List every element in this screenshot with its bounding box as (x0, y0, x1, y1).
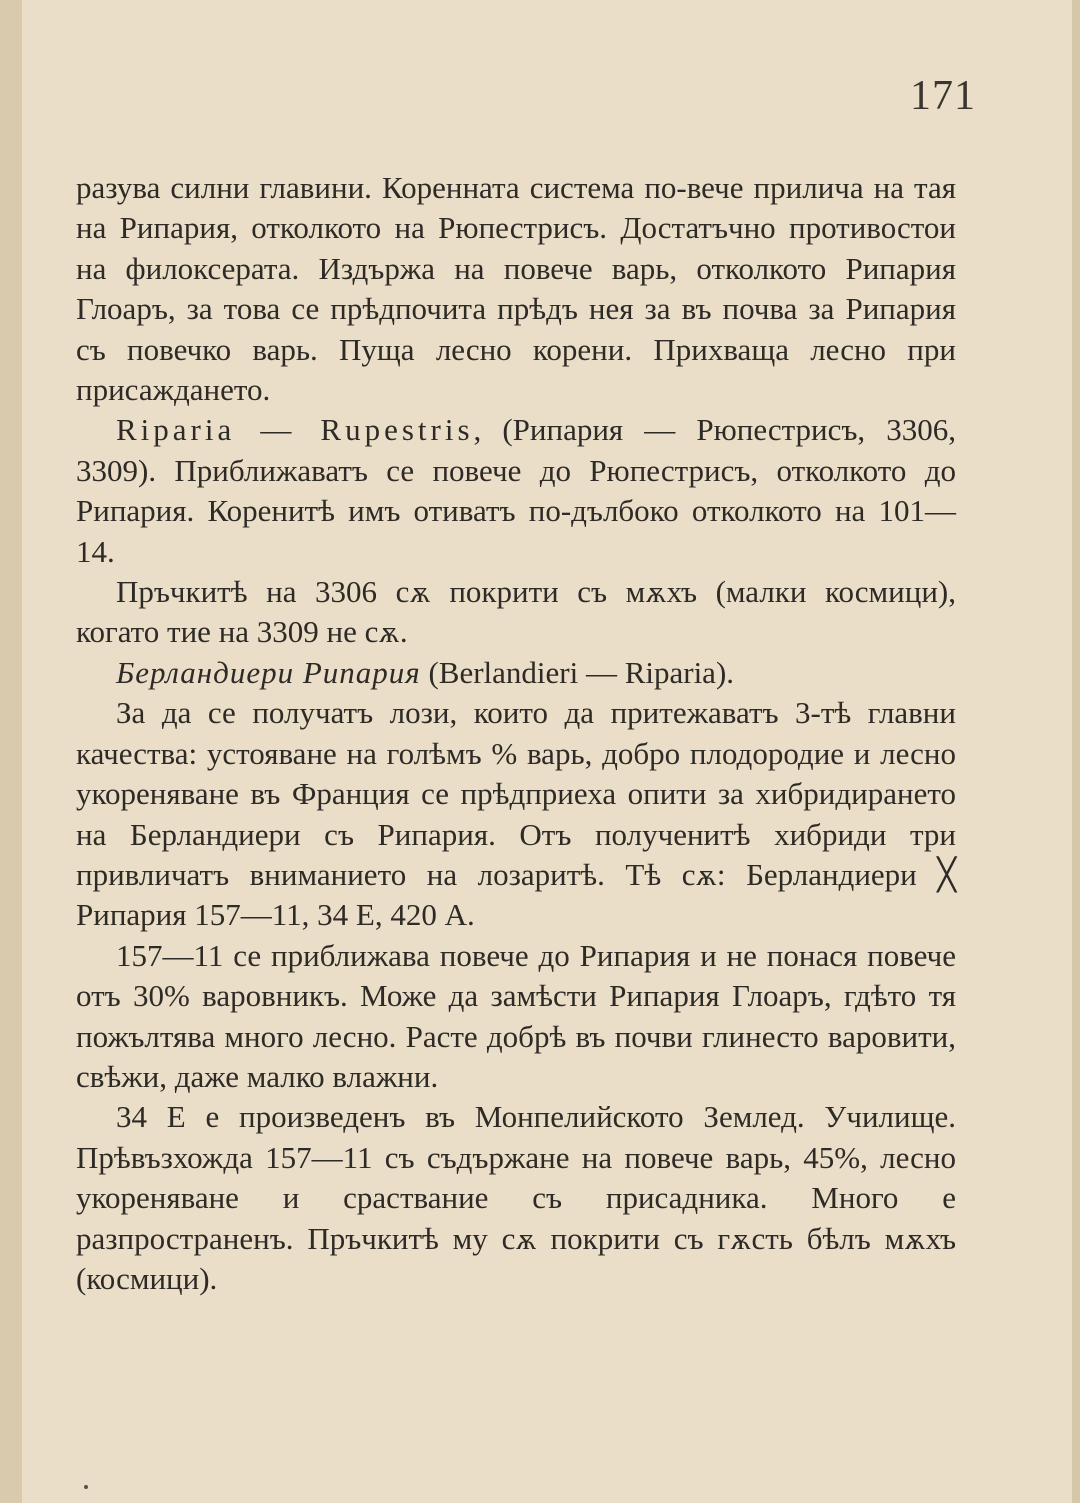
paragraph-6: 157—11 се приближава повече до Рипария и не понася повече отъ 30% варовникъ. Може да замѣсти Рипария Глоаръ, гдѣто тя пожълтява много лесно. Расте добрѣ въ почви глинесто варовити, свѣжи, даже малко влажни. (76, 937, 956, 1094)
paragraph-4-text: (Berlandieri — Riparia). (420, 654, 735, 690)
page-number: 171 (910, 73, 976, 119)
paragraph-2-text: , (Рипария — Рюпестрисъ, 3306, 3309). Приближаватъ се повече до Рюпестрисъ, отколкото до Рипария. Коренитѣ имъ отиватъ по-дълбоко отколкото на 101—14. (76, 412, 957, 569)
paragraph-7: 34 Е е произведенъ въ Монпелийското Землед. Училище. Прѣвъзхожда 157—11 съ съдържане на повече варь, 45%, лесно укореняване и сраствание съ присадника. Много е разпространенъ. Пръчкитѣ му сѫ покрити съ гѫсть бѣлъ мѫхъ (космици). (76, 1099, 956, 1296)
paragraph-2 (76, 410, 956, 572)
variety-name-riparia-rupestris: Riparia — Rupestris (116, 412, 474, 448)
paragraph-3: Пръчкитѣ на 3306 сѫ покрити съ мѫхъ (малки космици), когато тие на 3309 не сѫ. (76, 574, 956, 650)
paragraph-5: За да се получатъ лози, които да притежаватъ 3-тѣ главни качества: устояване на голѣмъ % варь, добро плодородие и лесно укореняване въ Франция се прѣдприеха опити за хибридирането на Берландиери съ Рипария. Отъ полученитѣ хибриди три привличатъ вниманието на лозаритѣ. Тѣ сѫ: Берландиери ╳ Рипария 157—11, 34 Е, 420 А. (76, 695, 956, 933)
print-speck (84, 1485, 88, 1489)
paragraph-4 (76, 653, 956, 693)
variety-name-berlandieri-riparia: Берландиери Рипария (116, 654, 421, 690)
paragraph-1: разува силни главини. Коренната система по-вече прилича на тая на Рипария, отколкото на Рюпестрисъ. Достатъчно противостои на филоксерата. Издържа на повече варь, отколкото Рипария Глоаръ, за това се прѣдпочита прѣдъ нея за въ почва за Рипария съ повечко варь. Пуща лесно корени. Прихваща лесно при присаждането. (76, 170, 956, 408)
body-text (76, 168, 956, 1299)
